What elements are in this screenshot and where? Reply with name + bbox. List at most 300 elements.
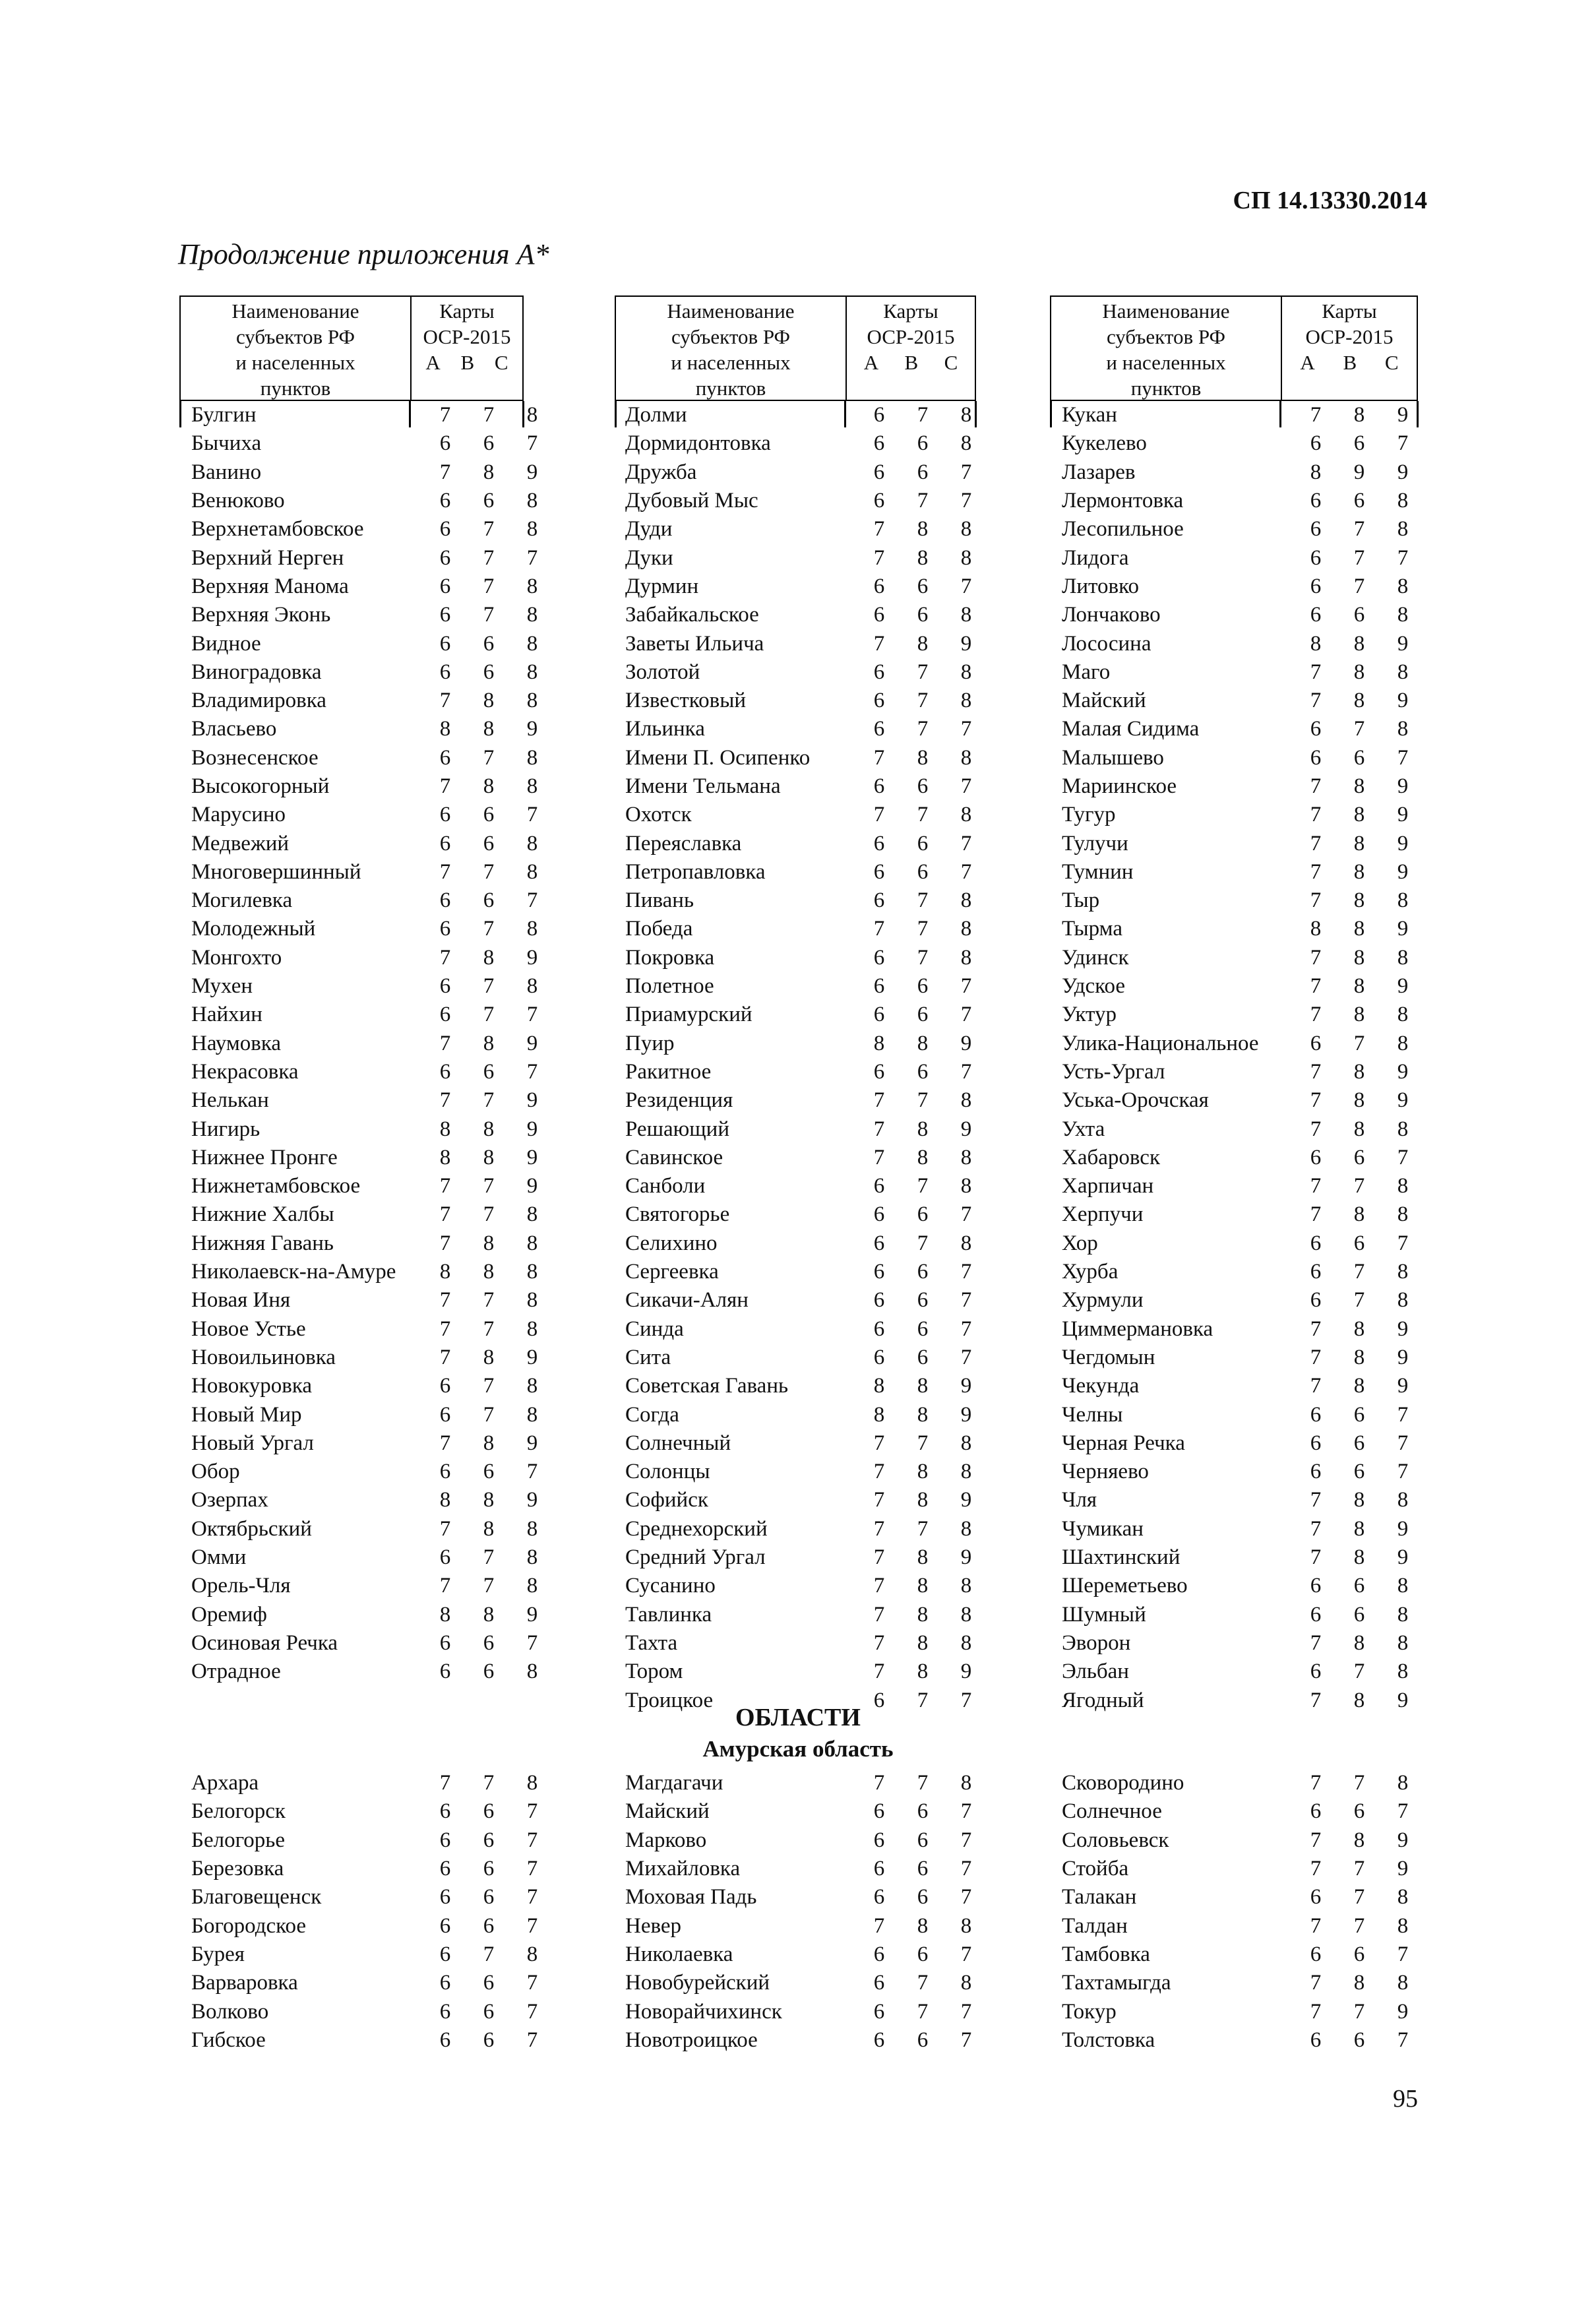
table-row <box>1062 458 1425 487</box>
value-a: 6 <box>1310 603 1322 627</box>
settlement-name: Нижнее Пронге <box>191 1145 338 1169</box>
value-c: 9 <box>1397 1857 1409 1881</box>
value-b: 8 <box>1353 1488 1365 1512</box>
header-c: С <box>494 351 508 374</box>
value-b: 7 <box>1353 717 1365 741</box>
value-c: 8 <box>526 917 538 941</box>
settlement-name: Лесопильное <box>1062 517 1184 542</box>
value-b: 6 <box>1353 1574 1365 1598</box>
value-c: 9 <box>526 1088 538 1113</box>
settlement-name: Новоильиновка <box>191 1345 336 1369</box>
value-b: 7 <box>483 545 495 570</box>
value-b: 7 <box>1353 1857 1365 1881</box>
table-row <box>191 1001 554 1029</box>
table-row <box>191 1997 554 2026</box>
value-c: 8 <box>960 545 972 570</box>
settlement-name: Чумикан <box>1062 1516 1144 1541</box>
settlement-name: Резиденция <box>625 1088 733 1113</box>
value-a: 7 <box>439 403 451 427</box>
table-row <box>191 573 554 601</box>
value-b: 8 <box>483 1231 495 1255</box>
value-c: 8 <box>526 974 538 999</box>
value-b: 6 <box>917 1857 929 1881</box>
value-c: 8 <box>1397 1602 1409 1627</box>
value-a: 6 <box>439 888 451 913</box>
continued-title: Продолжение приложения А* <box>178 238 549 270</box>
value-c: 8 <box>526 1231 538 1255</box>
settlement-name: Известковый <box>625 689 747 713</box>
settlement-name: Циммермановка <box>1062 1317 1213 1341</box>
value-c: 8 <box>526 1660 538 1684</box>
settlement-name: Забайкальское <box>625 603 759 627</box>
value-c: 8 <box>1397 660 1409 684</box>
value-b: 6 <box>917 859 929 884</box>
value-a: 6 <box>439 1913 451 1938</box>
value-a: 6 <box>1310 1460 1322 1484</box>
value-b: 7 <box>483 1202 495 1227</box>
table-row <box>625 715 988 743</box>
table-row <box>625 1941 988 1969</box>
value-b: 7 <box>917 403 929 427</box>
settlement-name: Волково <box>191 1999 269 2024</box>
header-name-line: и населенных <box>1106 351 1226 374</box>
settlement-name: Ракитное <box>625 1059 712 1084</box>
value-a: 7 <box>1310 859 1322 884</box>
table-row <box>191 1144 554 1172</box>
value-b: 7 <box>917 917 929 941</box>
value-b: 6 <box>917 2028 929 2052</box>
settlement-name: Дубовый Мыс <box>625 489 758 513</box>
value-b: 7 <box>1353 574 1365 598</box>
value-b: 6 <box>917 1345 929 1369</box>
settlement-name: Новорайчихинск <box>625 1999 782 2024</box>
value-a: 6 <box>873 774 885 798</box>
value-b: 7 <box>917 489 929 513</box>
value-a: 6 <box>873 859 885 884</box>
value-b: 6 <box>917 1885 929 1910</box>
settlement-name: Орель-Чля <box>191 1574 291 1598</box>
value-c: 8 <box>526 1260 538 1284</box>
settlement-name: Ванино <box>191 460 262 484</box>
header-c: С <box>944 351 958 374</box>
table-row <box>625 573 988 601</box>
value-c: 7 <box>960 1260 972 1284</box>
settlement-name: Маго <box>1062 660 1111 684</box>
table-row <box>1062 515 1425 543</box>
settlement-name: Дуки <box>625 545 673 570</box>
value-b: 6 <box>1353 1231 1365 1255</box>
header-name-line: пунктов <box>1130 377 1202 400</box>
settlement-name: Белогорск <box>191 1799 286 1824</box>
settlement-name: Нигирь <box>191 1117 261 1141</box>
table-row <box>191 687 554 715</box>
value-a: 6 <box>1310 1942 1322 1966</box>
value-a: 7 <box>1310 403 1322 427</box>
value-c: 8 <box>526 603 538 627</box>
value-b: 6 <box>483 803 495 827</box>
value-a: 6 <box>439 1885 451 1910</box>
table-row <box>625 1572 988 1600</box>
header-maps-cell <box>847 297 975 400</box>
value-c: 8 <box>1397 945 1409 970</box>
value-a: 6 <box>439 603 451 627</box>
value-c: 7 <box>526 1799 538 1824</box>
value-b: 8 <box>917 545 929 570</box>
settlement-name: Верхнетамбовское <box>191 517 364 542</box>
settlement-name: Средний Ургал <box>625 1545 766 1570</box>
table-row <box>1062 401 1425 429</box>
value-a: 6 <box>1310 489 1322 513</box>
table-row <box>1062 601 1425 629</box>
table-row <box>191 1229 554 1258</box>
table-header-2 <box>615 295 976 401</box>
value-b: 7 <box>483 1574 495 1598</box>
value-b: 7 <box>483 403 495 427</box>
value-a: 8 <box>873 1374 885 1398</box>
value-a: 7 <box>873 1545 885 1570</box>
table-row <box>625 744 988 772</box>
value-b: 6 <box>1353 1602 1365 1627</box>
value-a: 7 <box>1310 1174 1322 1198</box>
value-c: 7 <box>1397 745 1409 770</box>
value-c: 7 <box>1397 2028 1409 2052</box>
settlement-name: Талдан <box>1062 1913 1128 1938</box>
table-row <box>191 1458 554 1486</box>
settlement-name: Майский <box>625 1799 710 1824</box>
value-c: 7 <box>1397 545 1409 570</box>
value-c: 8 <box>1397 1202 1409 1227</box>
table-row <box>625 1344 988 1372</box>
value-b: 6 <box>483 631 495 656</box>
value-a: 7 <box>1310 1088 1322 1113</box>
header-name-line: и населенных <box>671 351 791 374</box>
section-amur-oblast: Амурская область <box>702 1736 894 1762</box>
value-a: 7 <box>439 859 451 884</box>
value-c: 8 <box>1397 1174 1409 1198</box>
value-b: 6 <box>1353 745 1365 770</box>
value-a: 6 <box>873 1942 885 1966</box>
value-c: 7 <box>960 460 972 484</box>
table-row <box>1062 1826 1425 1855</box>
value-a: 7 <box>873 1660 885 1684</box>
value-a: 7 <box>873 1516 885 1541</box>
table-row <box>625 1058 988 1086</box>
value-c: 9 <box>960 1374 972 1398</box>
table-row <box>1062 1629 1425 1658</box>
settlement-name: Березовка <box>191 1857 284 1881</box>
value-a: 6 <box>1310 1260 1322 1284</box>
value-c: 9 <box>960 1488 972 1512</box>
value-b: 8 <box>917 1602 929 1627</box>
value-b: 7 <box>917 1088 929 1113</box>
value-c: 9 <box>526 1174 538 1198</box>
value-a: 6 <box>873 1202 885 1227</box>
value-c: 7 <box>1397 1145 1409 1169</box>
settlement-name: Кукан <box>1062 403 1117 427</box>
value-a: 6 <box>439 917 451 941</box>
table-row <box>1062 1458 1425 1486</box>
value-c: 8 <box>526 1317 538 1341</box>
value-a: 7 <box>1310 1999 1322 2024</box>
value-a: 6 <box>873 460 885 484</box>
value-c: 9 <box>1397 974 1409 999</box>
table-row <box>191 1572 554 1600</box>
settlement-name: Озерпах <box>191 1488 268 1512</box>
value-a: 7 <box>873 1574 885 1598</box>
value-a: 6 <box>439 1630 451 1655</box>
value-a: 7 <box>1310 1630 1322 1655</box>
value-b: 8 <box>917 1031 929 1055</box>
settlement-name: Николаевск-на-Амуре <box>191 1260 396 1284</box>
settlement-name: Майский <box>1062 689 1146 713</box>
table-row <box>625 1797 988 1826</box>
value-a: 7 <box>1310 831 1322 855</box>
table-row <box>1062 1058 1425 1086</box>
settlement-name: Тахта <box>625 1630 678 1655</box>
value-a: 7 <box>439 1288 451 1313</box>
value-a: 6 <box>873 1288 885 1313</box>
value-b: 6 <box>917 1288 929 1313</box>
settlement-name: Пуир <box>625 1031 675 1055</box>
value-c: 7 <box>526 431 538 456</box>
value-c: 8 <box>960 1602 972 1627</box>
value-c: 7 <box>526 1913 538 1938</box>
value-a: 6 <box>873 1799 885 1824</box>
settlement-name: Ильинка <box>625 717 705 741</box>
value-a: 7 <box>1310 1374 1322 1398</box>
value-b: 6 <box>917 1059 929 1084</box>
value-a: 6 <box>873 403 885 427</box>
header-maps-line: ОСР-2015 <box>1305 325 1394 348</box>
table-row <box>625 1486 988 1514</box>
value-b: 8 <box>1353 1545 1365 1570</box>
header-maps-line: ОСР-2015 <box>867 325 955 348</box>
value-a: 7 <box>873 1117 885 1141</box>
table-row <box>1062 715 1425 743</box>
settlement-name: Бычиха <box>191 431 262 456</box>
value-c: 8 <box>960 1088 972 1113</box>
value-b: 6 <box>1353 1145 1365 1169</box>
settlement-name: Тырма <box>1062 917 1122 941</box>
value-c: 8 <box>526 859 538 884</box>
value-c: 8 <box>960 1174 972 1198</box>
value-a: 7 <box>1310 1857 1322 1881</box>
header-maps-cell <box>412 297 522 400</box>
value-c: 9 <box>1397 1088 1409 1113</box>
table-row <box>1062 1769 1425 1797</box>
settlement-name: Ухта <box>1062 1117 1105 1141</box>
document-code: СП 14.13330.2014 <box>1233 187 1427 214</box>
value-b: 7 <box>483 517 495 542</box>
header-maps-line: Карты <box>1322 299 1377 323</box>
value-c: 8 <box>1397 489 1409 513</box>
header-maps-line: Карты <box>883 299 938 323</box>
table-row <box>625 1001 988 1029</box>
settlement-name: Софийск <box>625 1488 708 1512</box>
table-row <box>625 487 988 515</box>
header-maps-line: ОСР-2015 <box>423 325 511 348</box>
table-row <box>1062 1883 1425 1911</box>
value-c: 8 <box>960 660 972 684</box>
value-c: 9 <box>526 1031 538 1055</box>
value-c: 9 <box>1397 403 1409 427</box>
value-a: 6 <box>873 831 885 855</box>
table-row <box>625 1458 988 1486</box>
value-c: 7 <box>1397 1460 1409 1484</box>
settlement-name: Толстовка <box>1062 2028 1155 2052</box>
value-a: 6 <box>439 1828 451 1852</box>
value-a: 6 <box>1310 1145 1322 1169</box>
value-a: 7 <box>1310 774 1322 798</box>
value-c: 7 <box>960 1942 972 1966</box>
value-a: 8 <box>439 717 451 741</box>
header-name-line: Наименование <box>667 299 795 323</box>
value-a: 6 <box>873 1059 885 1084</box>
value-a: 6 <box>873 1971 885 1995</box>
table-row <box>1062 2026 1425 2055</box>
table-row <box>191 772 554 801</box>
value-b: 6 <box>483 831 495 855</box>
value-a: 6 <box>439 1402 451 1427</box>
value-b: 8 <box>1353 1630 1365 1655</box>
value-a: 8 <box>439 1260 451 1284</box>
value-c: 8 <box>960 917 972 941</box>
settlement-name: Долми <box>625 403 687 427</box>
value-c: 7 <box>1397 431 1409 456</box>
value-a: 7 <box>439 1317 451 1341</box>
value-a: 7 <box>439 1031 451 1055</box>
value-b: 7 <box>483 974 495 999</box>
table-row <box>191 658 554 687</box>
settlement-name: Уктур <box>1062 1003 1117 1027</box>
value-b: 8 <box>1353 1117 1365 1141</box>
value-b: 6 <box>483 1828 495 1852</box>
value-b: 8 <box>1353 1688 1365 1712</box>
value-b: 6 <box>917 1799 929 1824</box>
value-a: 7 <box>439 1174 451 1198</box>
value-c: 7 <box>960 1288 972 1313</box>
settlement-name: Дормидонтовка <box>625 431 771 456</box>
table-row <box>191 801 554 829</box>
value-b: 7 <box>483 1288 495 1313</box>
settlement-name: Новый Ургал <box>191 1431 314 1455</box>
value-c: 8 <box>960 888 972 913</box>
value-b: 8 <box>1353 1202 1365 1227</box>
value-c: 8 <box>960 803 972 827</box>
settlement-name: Тамбовка <box>1062 1942 1150 1966</box>
value-b: 8 <box>1353 888 1365 913</box>
value-b: 8 <box>483 1260 495 1284</box>
value-c: 9 <box>1397 917 1409 941</box>
value-b: 8 <box>1353 660 1365 684</box>
value-b: 7 <box>917 1688 929 1712</box>
value-a: 7 <box>873 803 885 827</box>
value-c: 7 <box>526 1857 538 1881</box>
value-c: 9 <box>1397 1317 1409 1341</box>
value-a: 7 <box>1310 888 1322 913</box>
table-row <box>191 944 554 972</box>
value-a: 6 <box>1310 717 1322 741</box>
value-a: 6 <box>1310 545 1322 570</box>
value-c: 8 <box>526 1545 538 1570</box>
section-oblasti: ОБЛАСТИ <box>735 1704 861 1731</box>
value-b: 6 <box>483 888 495 913</box>
value-c: 7 <box>960 1345 972 1369</box>
table-row <box>625 2026 988 2055</box>
settlement-name: Охотск <box>625 803 692 827</box>
table-row <box>191 2026 554 2055</box>
header-maps-cell <box>1282 297 1417 400</box>
settlement-name: Херпучи <box>1062 1202 1144 1227</box>
table-column-1 <box>191 401 554 1686</box>
value-b: 8 <box>1353 831 1365 855</box>
value-a: 6 <box>1310 2028 1322 2052</box>
table-row <box>191 1030 554 1058</box>
value-b: 8 <box>917 631 929 656</box>
settlement-name: Новое Устье <box>191 1317 306 1341</box>
value-b: 6 <box>1353 1431 1365 1455</box>
settlement-name: Марково <box>625 1828 707 1852</box>
value-a: 6 <box>1310 1799 1322 1824</box>
settlement-name: Приамурский <box>625 1003 752 1027</box>
table-row <box>191 543 554 572</box>
table-row <box>1062 1797 1425 1826</box>
value-a: 8 <box>439 1602 451 1627</box>
header-name-line: пунктов <box>260 377 331 400</box>
table-row <box>1062 1997 1425 2026</box>
settlement-name: Тавлинка <box>625 1602 712 1627</box>
table-row <box>1062 1172 1425 1200</box>
value-a: 7 <box>1310 1971 1322 1995</box>
header-maps-line: Карты <box>439 299 495 323</box>
settlement-name: Советская Гавань <box>625 1374 789 1398</box>
value-c: 9 <box>1397 1545 1409 1570</box>
value-b: 7 <box>483 917 495 941</box>
settlement-name: Малышево <box>1062 745 1164 770</box>
settlement-name: Сковородино <box>1062 1771 1184 1795</box>
value-c: 8 <box>960 1145 972 1169</box>
value-c: 7 <box>526 2028 538 2052</box>
settlement-name: Покровка <box>625 945 715 970</box>
settlement-name: Среднехорский <box>625 1516 768 1541</box>
value-b: 8 <box>917 745 929 770</box>
table-row <box>191 515 554 543</box>
table-row <box>191 1315 554 1344</box>
value-a: 7 <box>873 1630 885 1655</box>
value-a: 6 <box>1310 431 1322 456</box>
value-c: 7 <box>960 2028 972 2052</box>
settlement-name: Хабаровск <box>1062 1145 1160 1169</box>
value-a: 7 <box>439 460 451 484</box>
settlement-name: Удинск <box>1062 945 1129 970</box>
value-c: 8 <box>960 745 972 770</box>
settlement-name: Обор <box>191 1460 240 1484</box>
value-b: 8 <box>1353 1003 1365 1027</box>
settlement-name: Архара <box>191 1771 259 1795</box>
value-b: 8 <box>917 1574 929 1598</box>
settlement-name: Виноградовка <box>191 660 322 684</box>
value-a: 6 <box>1310 1031 1322 1055</box>
table-row <box>625 972 988 1001</box>
value-a: 6 <box>873 603 885 627</box>
settlement-name: Булгин <box>191 403 257 427</box>
settlement-name: Высокогорный <box>191 774 330 798</box>
value-a: 6 <box>873 689 885 713</box>
value-b: 6 <box>917 1828 929 1852</box>
header-name-line: субъектов РФ <box>671 325 791 348</box>
table-row <box>191 1658 554 1686</box>
settlement-name: Нелькан <box>191 1088 269 1113</box>
